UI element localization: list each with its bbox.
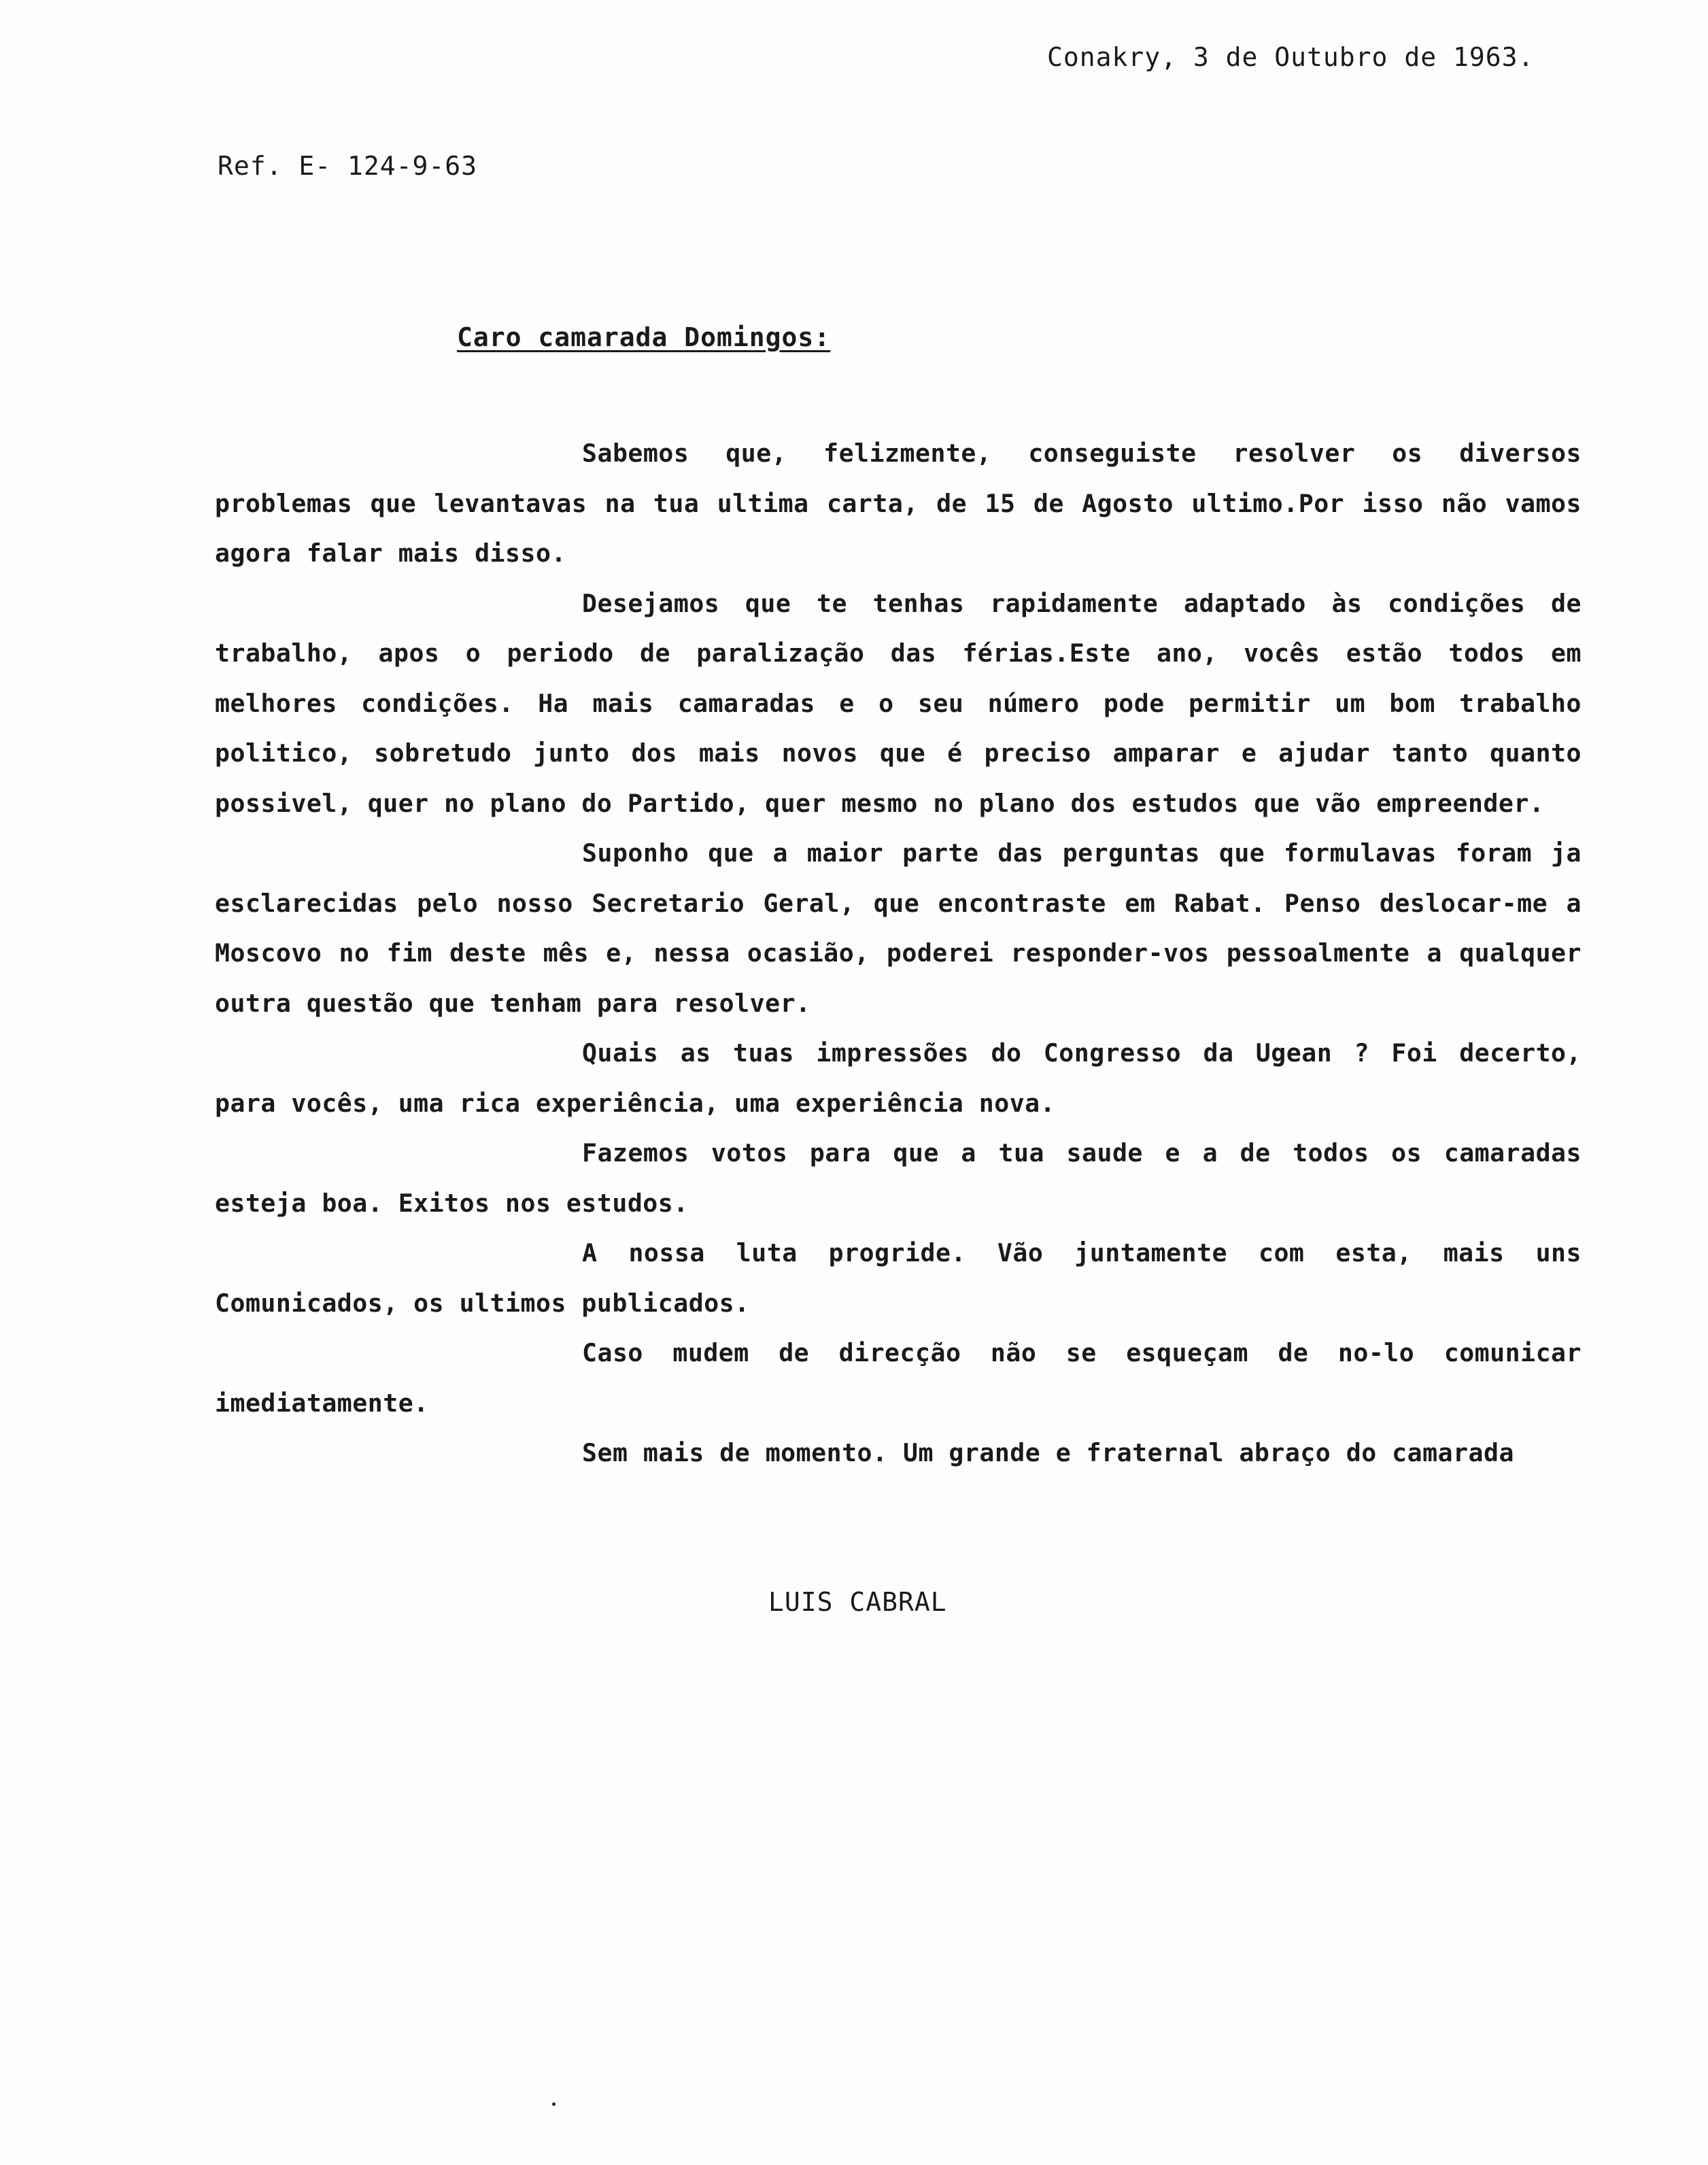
body-paragraph: Sem mais de momento. Um grande e fraternal abraço do camarada (582, 1438, 1514, 1467)
body-paragraph: A nossa luta progride. Vão juntamente com esta, mais uns Comunicados, os ultimos publicados. (215, 1238, 1582, 1318)
letter-reference: Ref. E- 124-9-63 (218, 151, 478, 181)
body-paragraph: Fazemos votos para que a tua saude e a de todos os camaradas esteja boa. Exitos nos estudos. (215, 1138, 1582, 1218)
letter-signature: LUIS CABRAL (768, 1587, 947, 1617)
letter-date: Conakry, 3 de Outubro de 1963. (1047, 42, 1535, 72)
body-paragraph: Desejamos que te tenhas rapidamente adaptado às condições de trabalho, apos o periodo de paralização das férias.Este ano, vocês estão todos em melhores condições. Ha mais camaradas e o seu número pode permitir um bom trabalho politico, sobretudo junto dos mais novos que é preciso amparar e ajudar tanto quanto possivel, quer no plano do Partido, quer mesmo no plano dos estudos que vão empreender. (215, 588, 1582, 818)
ink-speck (552, 2102, 556, 2106)
letter-body (215, 428, 1582, 1478)
body-paragraph: Quais as tuas impressões do Congresso da Ugean ? Foi decerto, para vocês, uma rica experiência, uma experiência nova. (215, 1038, 1582, 1118)
letter-salutation: Caro camarada Domingos: (457, 322, 831, 352)
body-paragraph: Suponho que a maior parte das perguntas que formulavas foram ja esclarecidas pelo nosso Secretario Geral, que encontraste em Rabat. Penso deslocar-me a Moscovo no fim deste mês e, nessa ocasião, poderei responder-vos pessoalmente a qualquer outra questão que tenham para resolver. (215, 838, 1582, 1018)
body-paragraph: Caso mudem de direcção não se esqueçam de no-lo comunicar imediatamente. (215, 1338, 1582, 1418)
body-paragraph: Sabemos que, felizmente, conseguiste resolver os diversos problemas que levantavas na tua ultima carta, de 15 de Agosto ultimo.Por isso não vamos agora falar mais disso. (215, 439, 1582, 568)
